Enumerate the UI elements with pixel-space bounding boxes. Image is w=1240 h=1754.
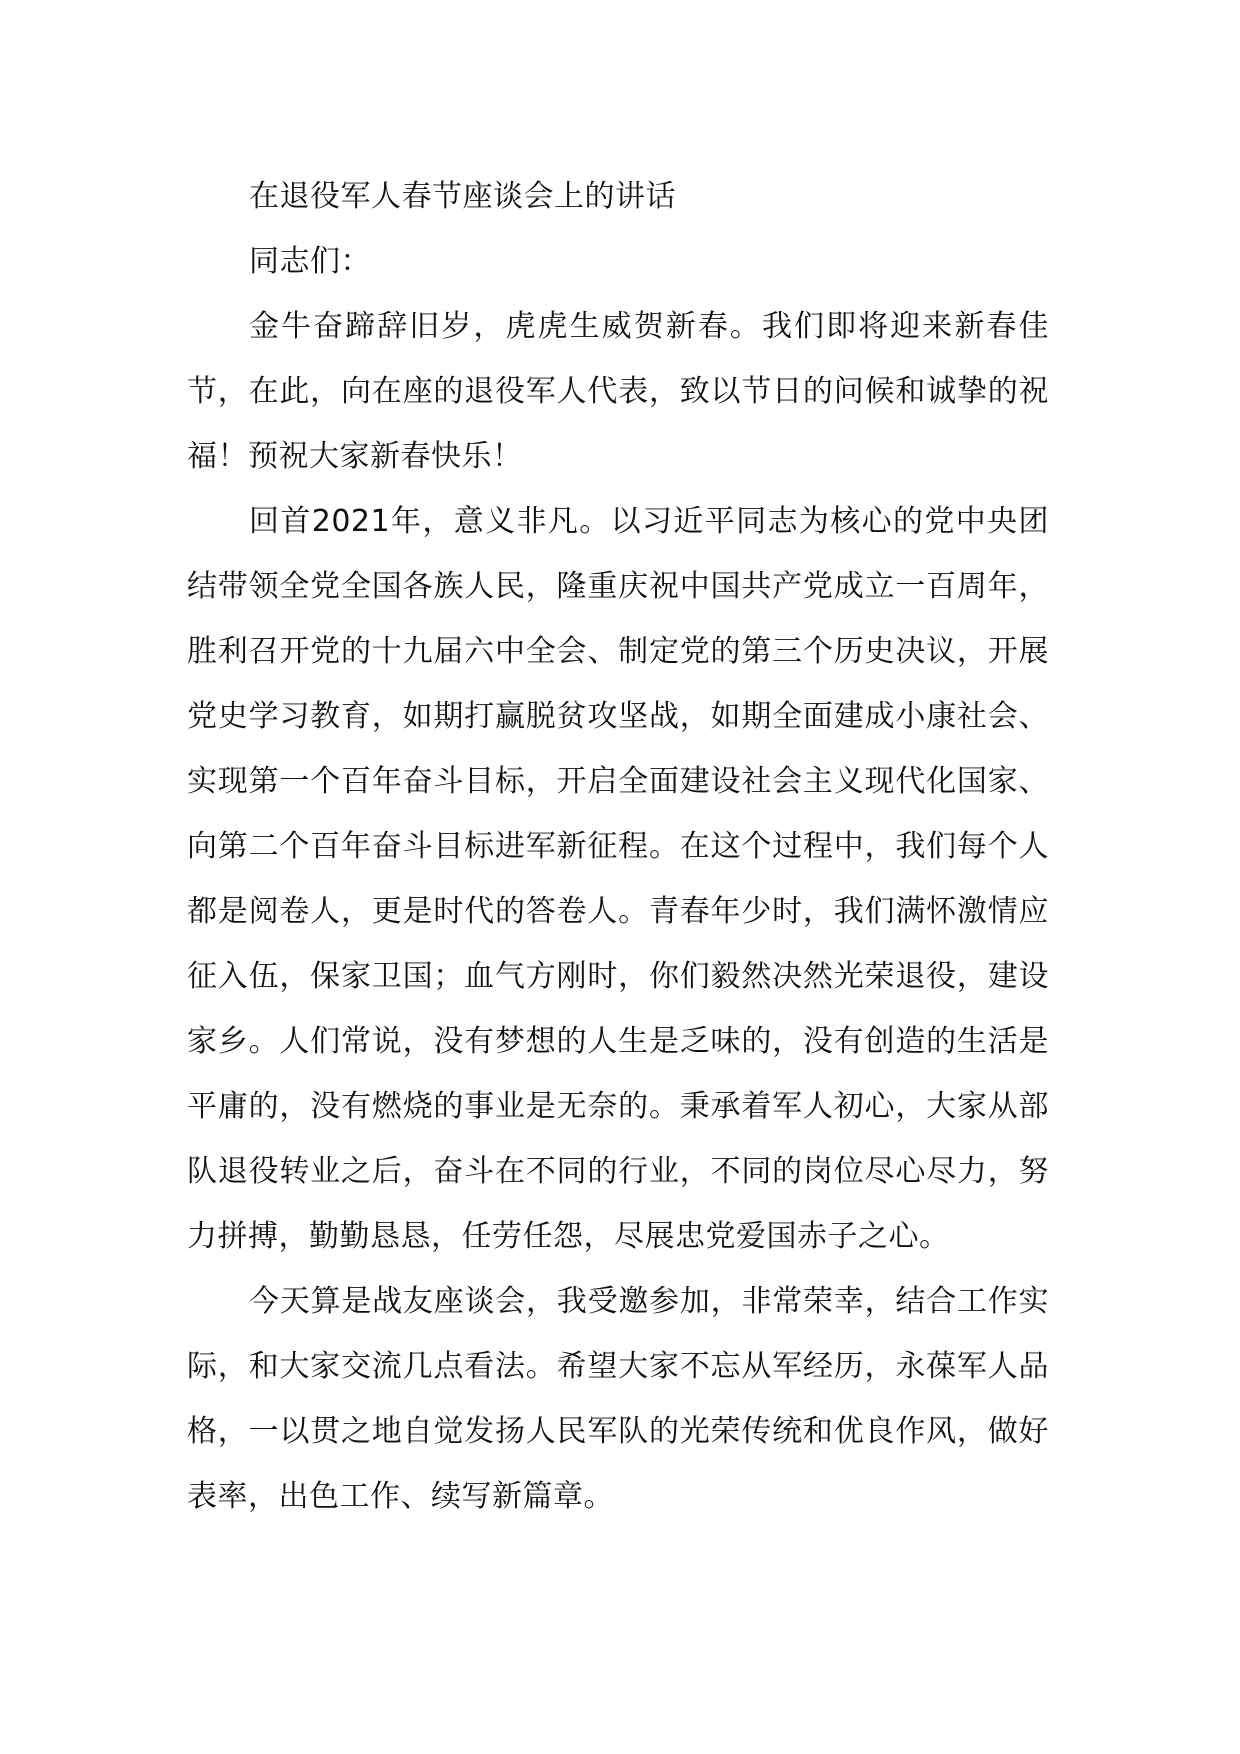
document-body	[187, 164, 1049, 1529]
salutation: 同志们：	[249, 244, 371, 279]
paragraph-greeting: 金牛奋蹄辞旧岁，虎虎生威贺新春。我们即将迎来新春佳节，在此，向在座的退役军人代表，致以节日的问候和诚挚的祝福！预祝大家新春快乐！	[187, 309, 1049, 474]
paragraph-expectations: 今天算是战友座谈会，我受邀参加，非常荣幸，结合工作实际，和大家交流几点看法。希望大家不忘从军经历，永葆军人品格，一以贯之地自觉发扬人民军队的光荣传统和优良作风，做好表率，出色工作、续写新篇章。	[187, 1284, 1049, 1514]
document-title: 在退役军人春节座谈会上的讲话	[249, 179, 676, 214]
paragraph-review: 回首2021年，意义非凡。以习近平同志为核心的党中央团结带领全党全国各族人民，隆重庆祝中国共产党成立一百周年，胜利召开党的十九届六中全会、制定党的第三个历史决议，开展党史学习教育，如期打赢脱贫攻坚战，如期全面建成小康社会、实现第一个百年奋斗目标，开启全面建设社会主义现代化国家、向第二个百年奋斗目标进军新征程。在这个过程中，我们每个人都是阅卷人，更是时代的答卷人。青春年少时，我们满怀激情应征入伍，保家卫国；血气方刚时，你们毅然决然光荣退役，建设家乡。人们常说，没有梦想的人生是乏味的，没有创造的生活是平庸的，没有燃烧的事业是无奈的。秉承着军人初心，大家从部队退役转业之后，奋斗在不同的行业，不同的岗位尽心尽力，努力拼搏，勤勤恳恳，任劳任怨，尽展忠党爱国赤子之心。	[187, 504, 1049, 1254]
